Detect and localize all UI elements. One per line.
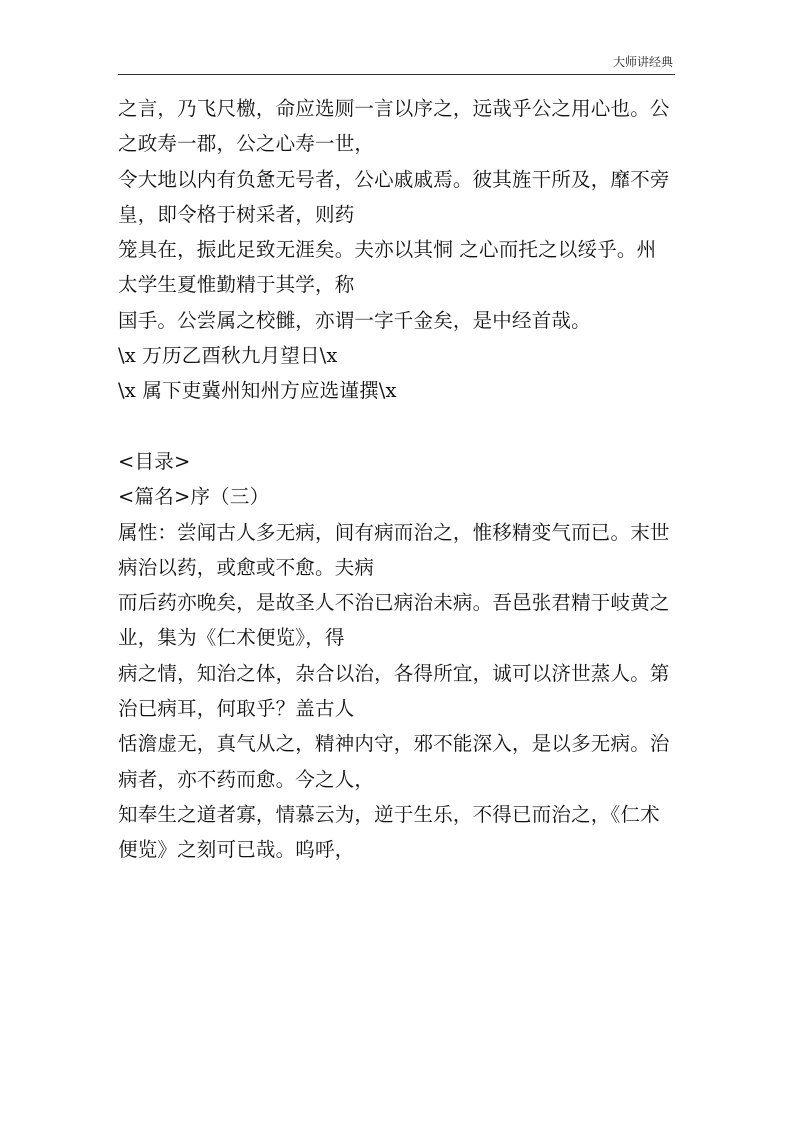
text-line: 笼具在，振此足致无涯矣。夫亦以其恫 之心而托之以绥乎。州 <box>118 238 657 262</box>
date-line: \x 万历乙酉秋九月望日\x <box>118 344 338 368</box>
text-line: 便览》之刻可已哉。呜呼， <box>118 838 355 862</box>
text-line: 令大地以内有负惫无号者，公心戚戚焉。彼其旌干所及，靡不旁 <box>118 167 670 191</box>
text-line: 皇，即令格于树采者，则药 <box>118 202 355 226</box>
text-line: 治已病耳，何取乎？盖古人 <box>118 697 355 721</box>
document-body <box>118 96 688 873</box>
page-header <box>118 52 675 75</box>
text-line: 病者，亦不药而愈。今之人， <box>118 767 375 791</box>
text-line: 恬澹虚无，真气从之，精神内守，邪不能深入，是以多无病。治 <box>118 732 670 756</box>
text-line: 属性：尝闻古人多无病，间有病而治之，惟移精变气而已。末世 <box>118 520 670 544</box>
text-line: 病治以药，或愈或不愈。夫病 <box>118 555 375 579</box>
author-line: \x 属下吏冀州知州方应选谨撰\x <box>118 379 397 403</box>
text-line: 之言，乃飞尺檄，命应选厕一言以序之，远哉乎公之用心也。公 <box>118 97 670 120</box>
text-line: 太学生夏惟勤精于其学，称 <box>118 273 355 297</box>
text-line: 知奉生之道者寡，情慕云为，逆于生乐，不得已而治之，《仁术 <box>118 802 660 826</box>
toc-marker: <目录> <box>118 449 191 473</box>
header-title: 大师讲经典 <box>612 55 673 69</box>
blank-line <box>118 414 688 440</box>
chapter-title: <篇名>序（三） <box>118 485 270 509</box>
text-line: 业，集为《仁术便览》，得 <box>118 626 345 650</box>
text-line: 病之情，知治之体，杂合以治，各得所宜，诚可以济世蒸人。第 <box>118 661 670 685</box>
text-line: 之政寿一郡，公之心寿一世， <box>118 132 375 156</box>
text-line: 国手。公尝属之校雠，亦谓一字千金矣，是中经首哉。 <box>118 308 591 332</box>
text-line: 而后药亦晚矣，是故圣人不治已病治未病。吾邑张君精于岐黄之 <box>118 591 670 615</box>
